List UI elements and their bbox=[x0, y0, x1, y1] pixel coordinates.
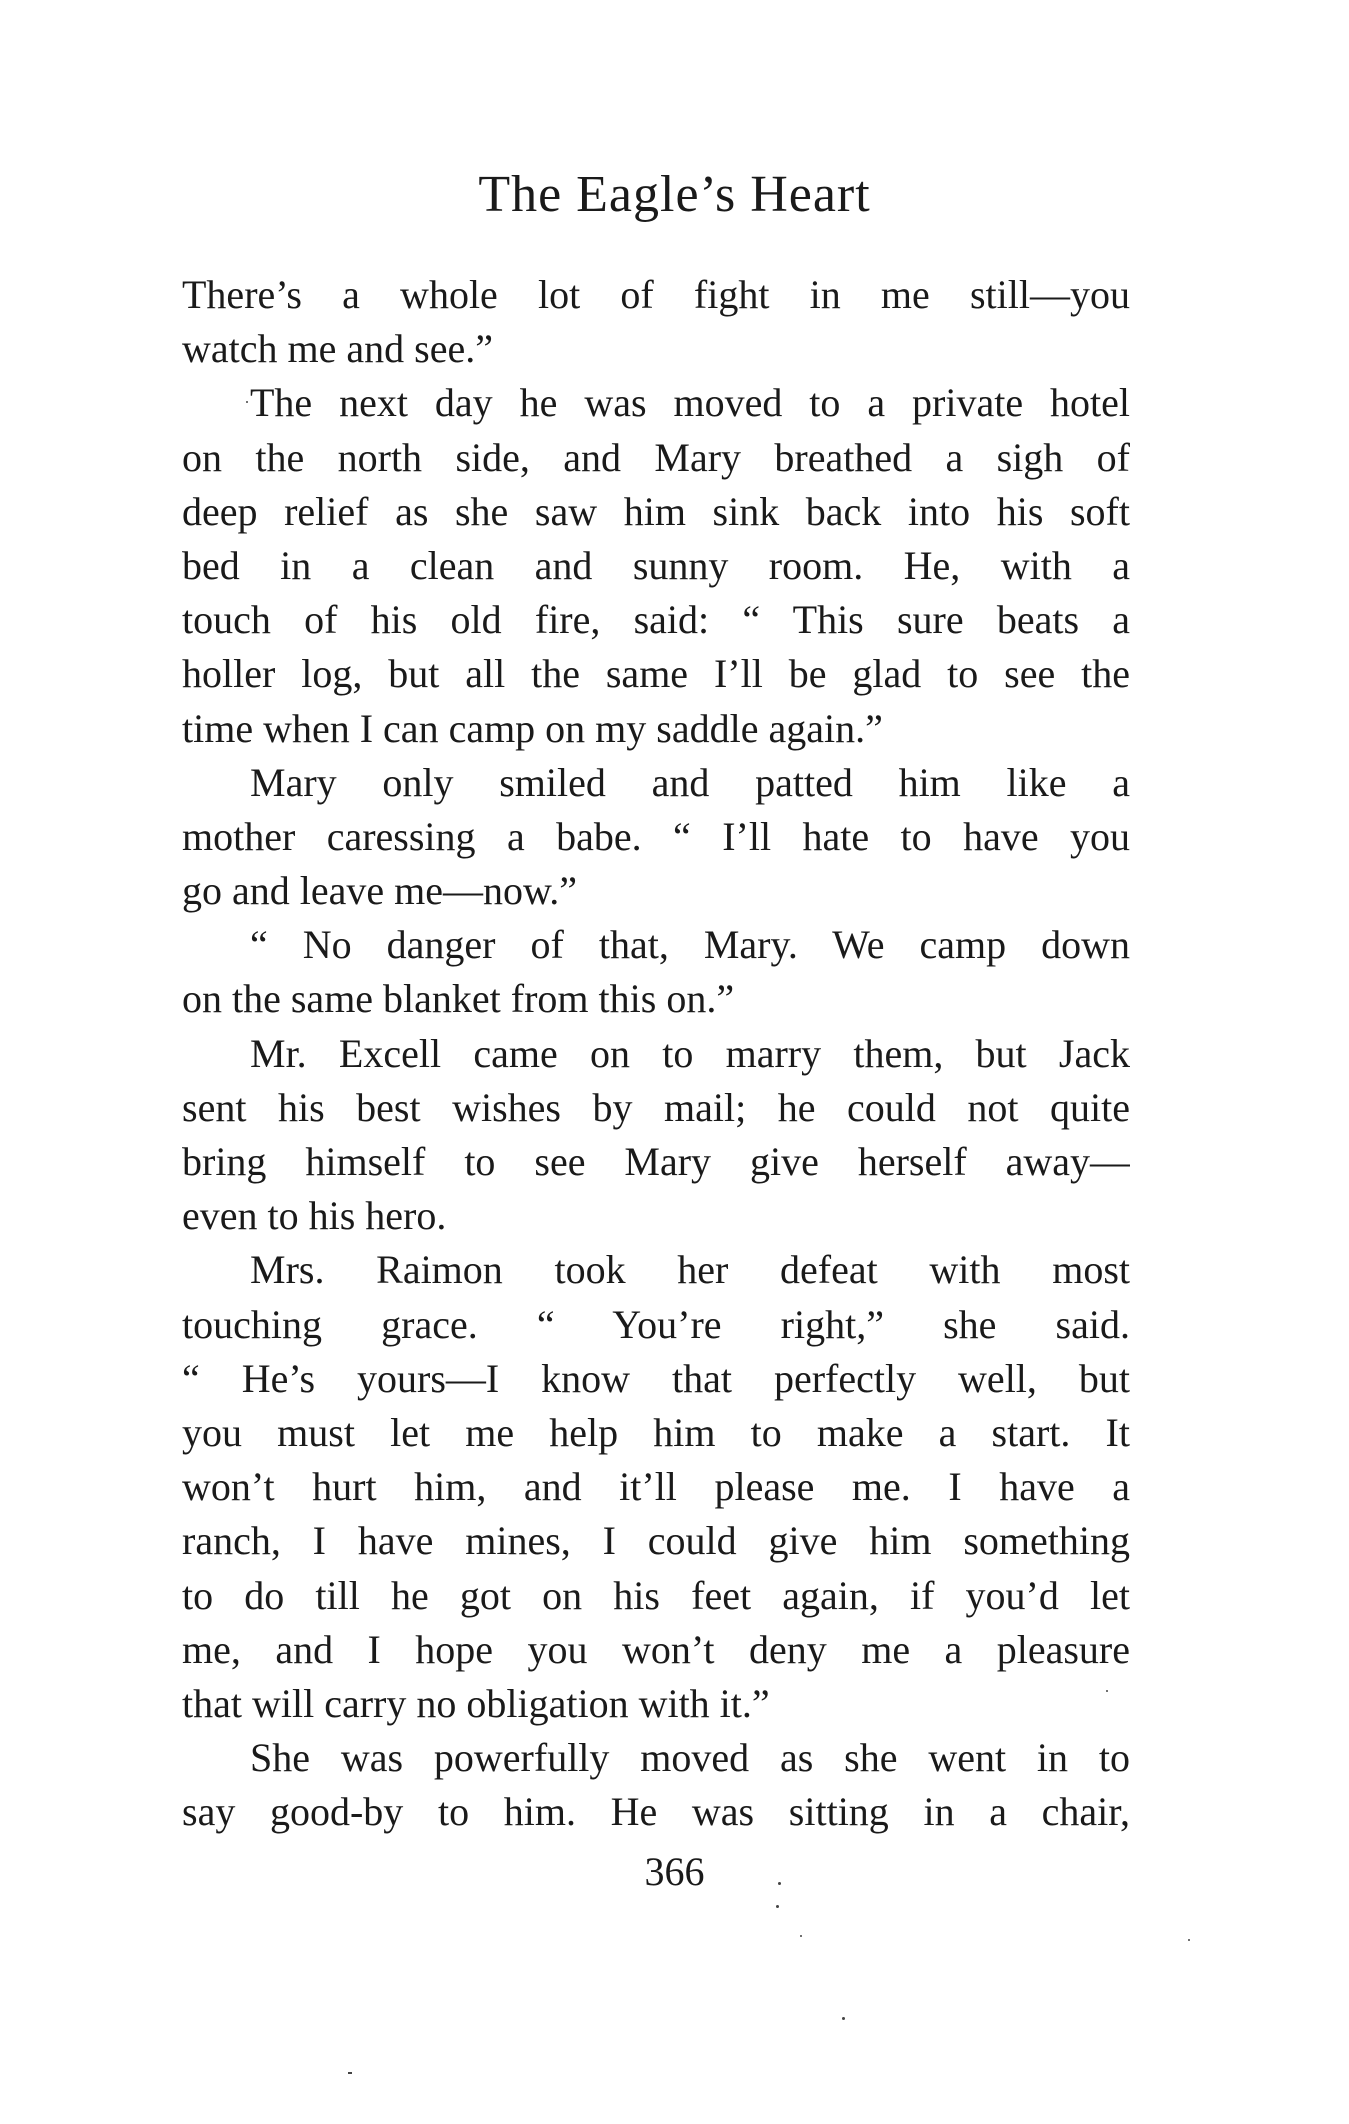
text-line: There’s a whole lot of fight in me still—you bbox=[182, 272, 1130, 317]
text-line: mother caressing a babe. “ I’ll hate to have you bbox=[182, 813, 1130, 859]
body-text bbox=[182, 268, 1130, 1839]
scan-speck bbox=[800, 1935, 802, 1937]
text-line: Mary only smiled and patted him like a bbox=[250, 759, 1130, 805]
text-line: time when I can camp on my saddle again.” bbox=[182, 705, 883, 751]
text-line: that will carry no obligation with it.” bbox=[182, 1680, 770, 1726]
running-head: The Eagle’s Heart bbox=[478, 166, 871, 223]
scan-speck bbox=[348, 2072, 352, 2074]
text-line: bed in a clean and sunny room. He, with a bbox=[182, 542, 1130, 588]
text-line: on the same blanket from this on.” bbox=[182, 976, 735, 1022]
scan-speck bbox=[778, 1882, 781, 1885]
scan-speck bbox=[246, 401, 248, 403]
text-line: on the north side, and Mary breathed a sigh of bbox=[182, 434, 1130, 480]
text-line: to do till he got on his feet again, if you’d let bbox=[182, 1572, 1130, 1618]
text-line: deep relief as she saw him sink back into his soft bbox=[182, 488, 1130, 534]
scan-speck bbox=[842, 2017, 845, 2020]
text-line: even to his hero. bbox=[182, 1193, 447, 1239]
text-line: say good-by to him. He was sitting in a chair, bbox=[182, 1789, 1130, 1835]
text-line: ranch, I have mines, I could give him something bbox=[182, 1518, 1130, 1564]
text-line: Mrs. Raimon took her defeat with most bbox=[250, 1247, 1130, 1293]
text-line: touch of his old fire, said: “ This sure beats a bbox=[182, 597, 1130, 643]
text-line: watch me and see.” bbox=[182, 326, 493, 372]
text-line: She was powerfully moved as she went in to bbox=[250, 1735, 1130, 1781]
text-line: sent his best wishes by mail; he could not quite bbox=[182, 1084, 1130, 1130]
text-line: holler log, but all the same I’ll be glad to see the bbox=[182, 651, 1130, 697]
text-line: The next day he was moved to a private hotel bbox=[250, 380, 1130, 426]
text-line: you must let me help him to make a start. It bbox=[182, 1409, 1130, 1455]
page-number: 366 bbox=[644, 1849, 705, 1894]
scan-speck bbox=[776, 1905, 779, 1908]
text-line: bring himself to see Mary give herself away— bbox=[182, 1139, 1130, 1184]
text-line: touching grace. “ You’re right,” she said. bbox=[182, 1301, 1130, 1347]
text-line: Mr. Excell came on to marry them, but Jack bbox=[250, 1030, 1130, 1076]
text-line: won’t hurt him, and it’ll please me. I have a bbox=[182, 1464, 1130, 1510]
text-line: me, and I hope you won’t deny me a pleasure bbox=[182, 1626, 1130, 1672]
text-line: “ He’s yours—I know that perfectly well, but bbox=[182, 1355, 1130, 1401]
scan-speck bbox=[1188, 1939, 1190, 1941]
scan-speck bbox=[1106, 1690, 1108, 1692]
text-line: “ No danger of that, Mary. We camp down bbox=[250, 922, 1130, 968]
text-line: go and leave me—now.” bbox=[182, 868, 578, 914]
